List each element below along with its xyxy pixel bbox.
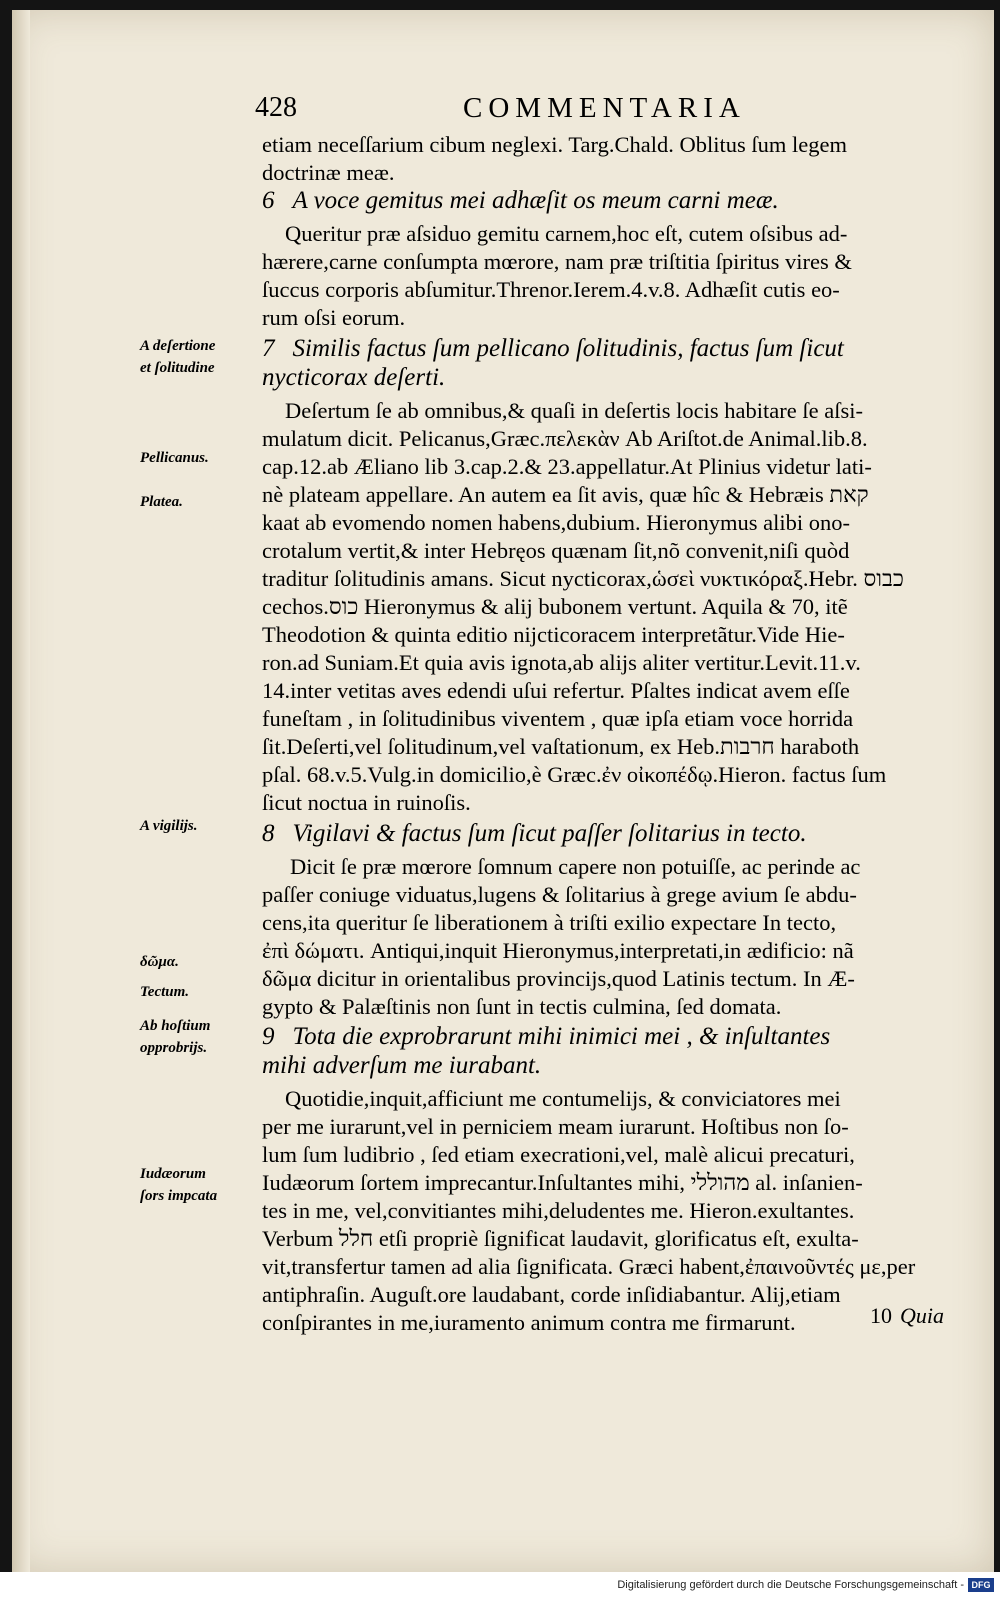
text-line: mulatum dicit. Pelicanus,Græc.πελεκὰν Ab Ariſtot.de Animal.lib.8. — [262, 426, 868, 451]
text-line: ſuccus corporis abſumitur.Threnor.Ierem.4.v.8. Adhæſit cutis eo- — [262, 277, 840, 302]
text-line: etiam neceſſarium cibum neglexi. Targ.Chald. Oblitus ſum legem — [262, 132, 847, 157]
text-line: Queritur præ aſsiduo gemitu carnem,hoc eſt, cutem oſsibus ad- — [285, 221, 848, 246]
margin-note-line: opprobrijs. — [140, 1040, 208, 1056]
margin-note — [140, 1015, 255, 1059]
verse-7-cont: nycticorax deſerti. — [262, 364, 446, 391]
verse-8 — [262, 820, 807, 848]
text-line: ſicut noctua in ruinoſis. — [262, 790, 471, 815]
margin-note — [140, 1163, 255, 1207]
text-line: cap.12.ab Æliano lib 3.cap.2.& 23.appellatur.At Plinius videtur lati- — [262, 454, 872, 479]
text-line: antiphraſin. Auguſt.ore laudabant, corde inſidiabantur. Alij,etiam — [262, 1282, 841, 1307]
verse-number: 7 — [262, 335, 275, 362]
text-line: Quotidie,inquit,afficiunt me contumelijs, & conviciatores mei — [285, 1086, 841, 1111]
margin-note: A vigilijs. — [140, 818, 198, 834]
text-line: 14.inter vetitas aves edendi uſui refertur. Pſaltes indicat avem eſſe — [262, 678, 850, 703]
text-line: δῶμα dicitur in orientalibus provincijs,quod Latinis tectum. In Æ- — [262, 966, 855, 991]
text-line: Iudæorum ſortem imprecantur.Inſultantes mihi, מהוללי al. inſanien- — [262, 1170, 863, 1195]
margin-note-line: ſors impcata — [140, 1188, 218, 1204]
verse-text: Similis factus ſum pellicano ſolitudinis, factus ſum ſicut — [292, 335, 844, 362]
text-line: kaat ab evomendo nomen habens,dubium. Hieronymus alibi ono- — [262, 510, 850, 535]
margin-note: Tectum. — [140, 984, 190, 1000]
text-line: per me iurarunt,vel in perniciem meam iurarunt. Hoſtibus non ſo- — [262, 1114, 849, 1139]
text-line: tes in me, vel,convitiantes mihi,deludentes me. Hieron.exultantes. — [262, 1198, 855, 1223]
running-title: COMMENTARIA — [463, 92, 746, 124]
catchword — [870, 1303, 944, 1329]
verse-text: Tota die exprobrarunt mihi inimici mei , & inſultantes — [292, 1023, 831, 1050]
verse-7 — [262, 335, 844, 363]
verse-text: Vigilavi & factus ſum ſicut paſſer ſolitarius in tecto. — [292, 820, 807, 847]
text-line: cechos.כוס Hieronymus & alij bubonem vertunt. Aquila & 70, itẽ — [262, 594, 848, 619]
margin-note: Platea. — [140, 494, 183, 510]
margin-note-line: Iudæorum — [140, 1166, 206, 1182]
text-line: ron.ad Suniam.Et quia avis ignota,ab alijs aliter vertitur.Levit.11.v. — [262, 650, 861, 675]
text-line: funeſtam , in ſolitudinibus viventem , quæ ipſa etiam voce horrida — [262, 706, 854, 731]
dfg-logo: DFG — [968, 1578, 994, 1592]
text-line: lum ſum ludibrio , ſed etiam execrationi,vel, malè alicui precaturi, — [262, 1142, 855, 1167]
margin-note-line: A deſertione — [140, 338, 216, 354]
text-line: Deſertum ſe ab omnibus,& quaſi in deſertis locis habitare ſe aſsi- — [285, 398, 863, 423]
margin-note-line: et ſolitudine — [140, 360, 215, 376]
verse-text: A voce gemitus mei adhæſit os meum carni meæ. — [292, 187, 779, 214]
text-line: vit,transfertur tamen ad alia ſignificata. Græci habent,ἐπαινοῦντές με,per — [262, 1254, 916, 1279]
verse-9-cont: mihi adverſum me iurabant. — [262, 1052, 542, 1079]
text-line: pſal. 68.v.5.Vulg.in domicilio,è Græc.ἐν οἰκοπέδῳ.Hieron. factus ſum — [262, 762, 887, 787]
page-gutter — [12, 10, 30, 1572]
verse-number: 8 — [262, 820, 275, 847]
verse-9 — [262, 1023, 830, 1051]
catchword-number: 10 — [870, 1303, 892, 1328]
verse-number: 9 — [262, 1023, 275, 1050]
text-line: cens,ita queritur ſe liberationem à triſti exilio expectare In tecto, — [262, 910, 837, 935]
margin-note: Pellicanus. — [140, 450, 209, 466]
page-header — [255, 92, 820, 132]
verse-number: 6 — [262, 187, 275, 214]
text-line: nè plateam appellare. An autem ea ſit avis, quæ hîc & Hebræis קאת — [262, 482, 869, 507]
text-line: crotalum vertit,& inter Hebręos quænam ſit,nõ convenit,niſi quòd — [262, 538, 850, 563]
funding-credit: Digitalisierung gefördert durch die Deutsche Forschungsgemeinschaft - — [617, 1579, 964, 1591]
text-line: hærere,carne conſumpta mœrore, nam præ triſtitia ſpiritus vires & — [262, 249, 852, 274]
catchword-text: Quia — [900, 1303, 944, 1328]
verse-6 — [262, 187, 779, 215]
text-line: paſſer coniuge viduatus,lugens & ſolitarius à grege avium ſe abdu- — [262, 882, 857, 907]
text-line: gypto & Palæſtinis non ſunt in tectis culmina, ſed domata. — [262, 994, 782, 1019]
text-line: rum oſsi eorum. — [262, 305, 406, 330]
text-line: traditur ſolitudinis amans. Sicut nycticorax,ὡσεὶ νυκτικόραξ.Hebr. כבוס — [262, 566, 904, 591]
page-number: 428 — [255, 92, 297, 123]
text-line: conſpirantes in me,iuramento animum contra me firmarunt. — [262, 1310, 796, 1335]
text-line: Verbum חלל etſi propriè ſignificat laudavit, glorificatus eſt, exulta- — [262, 1226, 859, 1251]
margin-note: δῶμα. — [140, 954, 179, 970]
margin-note — [140, 335, 255, 379]
text-line: ſit.Deſerti,vel ſolitudinum,vel vaſtationum, ex Heb.חרבות haraboth — [262, 734, 860, 759]
footer — [0, 1572, 1000, 1601]
text-line: Theodotion & quinta editio nijcticoracem interpretãtur.Vide Hie- — [262, 622, 845, 647]
text-line: ἐπὶ δώματι. Antiqui,inquit Hieronymus,interpretati,in ædificio: nã — [262, 938, 854, 963]
text-line: doctrinæ meæ. — [262, 160, 395, 185]
text-line: Dicit ſe præ mœrore ſomnum capere non potuiſſe, ac perinde ac — [290, 854, 861, 879]
margin-note-line: Ab hoſtium — [140, 1018, 211, 1034]
